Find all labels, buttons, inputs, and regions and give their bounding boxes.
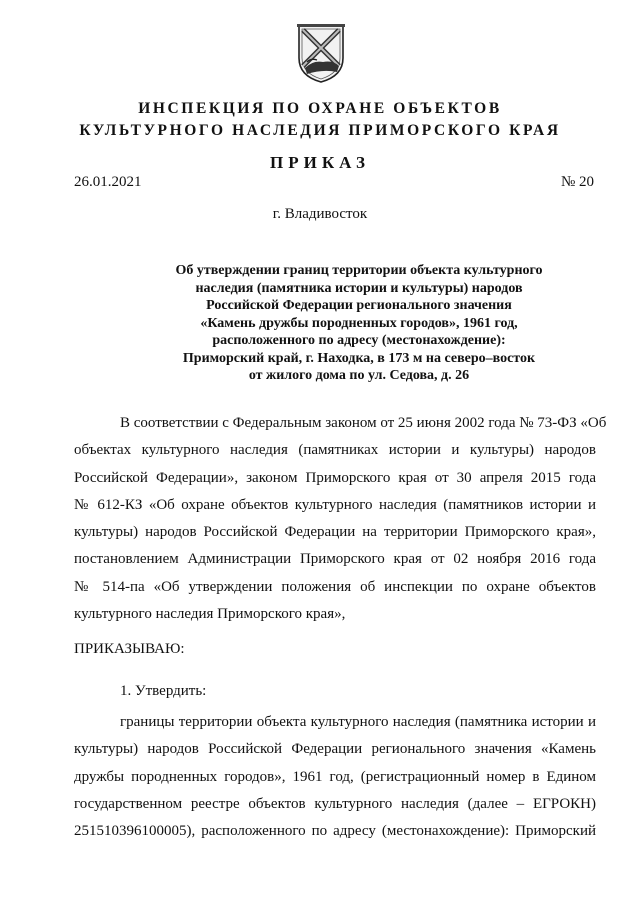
preamble-paragraph <box>74 410 607 628</box>
organization-name-line-1: ИНСПЕКЦИЯ ПО ОХРАНЕ ОБЪЕКТОВ <box>138 100 502 117</box>
paragraph-line: культуры) народов Российской Федерации на территории Приморского края», <box>74 524 596 541</box>
subject-line: «Камень дружбы породненных городов», 1961 год, <box>200 315 518 331</box>
document-city: г. Владивосток <box>272 206 368 222</box>
subject-line: Приморский край, г. Находка, в 173 м на северо–восток <box>182 350 536 366</box>
paragraph-line: Российской Федерации», законом Приморского края от 30 апреля 2015 года <box>74 469 596 486</box>
subject-line: от жилого дома по ул. Седова, д. 26 <box>248 368 470 383</box>
primorsky-krai-coat-of-arms-icon <box>293 22 349 84</box>
paragraph-line: культуры) народов Российской Федерации регионального значения «Камень <box>74 741 596 758</box>
paragraph-line: дружбы породненных городов», 1961 год, (регистрационный номер в Едином <box>74 768 596 785</box>
paragraph-line: культурного наследия Приморского края», <box>74 606 346 623</box>
paragraph-line: границы территории объекта культурного наследия (памятника истории и <box>120 714 596 730</box>
order-keyword: ПРИКАЗЫВАЮ: <box>74 641 185 657</box>
paragraph-line: В соответствии с Федеральным законом от 25 июня 2002 года № 73-ФЗ «Об <box>120 415 607 431</box>
paragraph-line: объектах культурного наследия (памятниках истории и культуры) народов <box>74 442 596 459</box>
paragraph-line: государственном реестре объектов культурного наследия (далее – ЕГРОКН) <box>74 795 596 812</box>
paragraph-line: № 612-КЗ «Об охране объектов культурного наследия (памятников истории и <box>74 496 596 513</box>
document-subject <box>140 262 578 385</box>
subject-line: наследия (памятника истории и культуры) народов <box>195 280 523 296</box>
paragraph-line: № 514-па «Об утверждении положения об инспекции по охране объектов <box>74 578 596 595</box>
organization-name-line-2: КУЛЬТУРНОГО НАСЛЕДИЯ ПРИМОРСКОГО КРАЯ <box>79 122 561 139</box>
paragraph-line: 251510396100005), расположенного по адресу (местонахождение): Приморский <box>74 823 596 840</box>
document-type-title: ПРИКАЗ <box>270 153 370 172</box>
document-number: № 20 <box>560 174 594 190</box>
subject-line: Об утверждении границ территории объекта культурного <box>175 263 543 278</box>
document-date: 26.01.2021 <box>74 174 142 190</box>
order-item-1: 1. Утвердить: <box>120 683 207 699</box>
subject-line: расположенного по адресу (местонахождение): <box>212 333 506 348</box>
paragraph-line: постановлением Администрации Приморского края от 02 ноября 2016 года <box>74 551 596 568</box>
item-1-paragraph <box>74 709 596 845</box>
subject-line: Российской Федерации регионального значения <box>206 298 512 313</box>
